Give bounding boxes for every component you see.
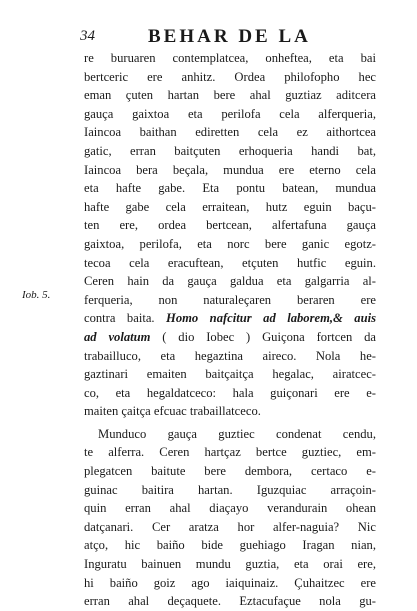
text-line: te alferra. Ceren hartçaz bertce guztiec, em- — [84, 445, 376, 460]
text-line: guinac baitira hartan. Iguzquiac arraçoin- — [84, 482, 376, 497]
text-line — [84, 309, 376, 328]
text-line: ten ere, ordea bertcean, alfertafuna gauça — [84, 218, 376, 233]
margin-reference: Iob. 5. — [22, 289, 51, 301]
line-text: contra baita. — [84, 311, 167, 326]
text-line: hi baiño goiz ago iaiquinaiz. Çuhaitzec ere — [84, 575, 376, 590]
text-line: atço, hic baiño bide guehiago Iragan nian, — [84, 538, 376, 553]
text-line: bertceric ere anhitz. Ordea philofopho hec — [84, 69, 376, 84]
text-line: Inguratu bainuen mundu guztia, eta orai ere, — [84, 557, 376, 572]
text-line: plegatcen baitute bere dembora, certaco e- — [84, 464, 376, 479]
text-line: gauça gaixtoa eta perilofa cela alferqueria, — [84, 106, 376, 121]
text-line: eman çuten hartan bere ahal guztiaz aditcera — [84, 88, 376, 103]
running-head: BEHAR DE LA — [148, 26, 311, 47]
text-line: trabailluco, eta hegaztina aireco. Nola he- — [84, 348, 376, 363]
text-line: eta hafte gabe. Eta pontu batean, mundua — [84, 181, 376, 196]
text-line: gatic, erran baitçuten erhoqueria handi bat, — [84, 143, 376, 158]
text-line: gaztinari emaiten baitçaitça hegalac, airatcec- — [84, 367, 376, 382]
text-line: Iaincoa baithan ediretten cela ez aithortcea — [84, 125, 376, 140]
line-text: ( dio Iobec ) Guiçona fortcen da — [150, 329, 376, 344]
text-line: quin erran ahal diaçayo verandurain ohean — [84, 501, 376, 516]
text-line: tecoa cela eracuftean, etçuten hutfic eguin. — [84, 255, 376, 270]
latin-quotation: ad volatum — [84, 329, 151, 344]
text-line: maiten çaitça efcuac trabaillatceco. — [84, 404, 261, 419]
text-line: ferqueria, non naturaleçaren beraren ere — [84, 292, 376, 307]
page-number: 34 — [80, 28, 95, 44]
latin-quotation: Homo nafcitur ad laborem,& auis — [166, 311, 376, 326]
text-line: Iaincoa bera beçala, mundua ere eterno cela — [84, 162, 376, 177]
text-line: re buruaren contemplatcea, onheftea, eta bai — [84, 51, 376, 65]
page-header — [78, 26, 378, 48]
text-line: Munduco gauça guztiec condenat cendu, — [98, 426, 376, 441]
text-line: erran ahal deçaquete. Eztacufaçue nola gu- — [84, 594, 376, 609]
text-line: gaixtoa, perilofa, eta norc bere ganic egotz- — [84, 236, 376, 251]
text-line: hafte gabe cela erraitean, hutz eguin baçu- — [84, 199, 376, 214]
text-line — [84, 328, 376, 347]
text-line: co, eta hegaldatceco: hala guiçonari ere e- — [84, 385, 376, 400]
body-text — [84, 49, 376, 611]
text-line: Ceren hain da gauça galdua eta galgarria al- — [84, 274, 376, 289]
text-line: datçanari. Cer aratza hor alfer-naguia? Nic — [84, 519, 376, 534]
